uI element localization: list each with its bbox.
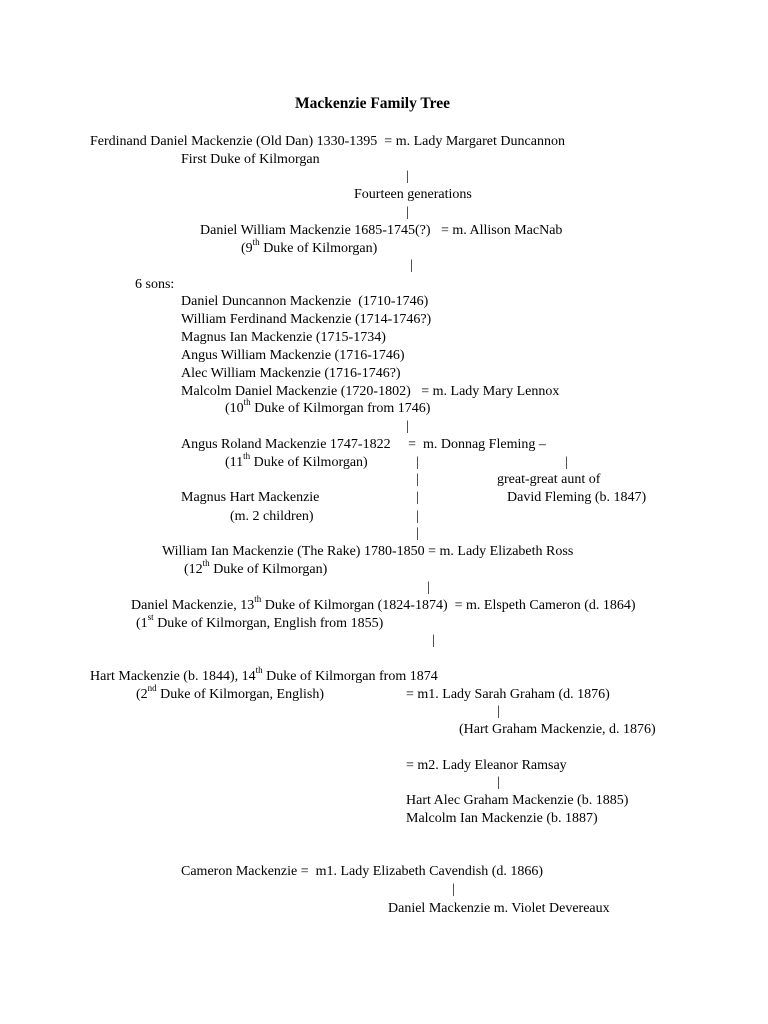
son-magnus-ian: Magnus Ian Mackenzie (1715-1734) <box>181 330 386 345</box>
son-angus-william: Angus William Mackenzie (1716-1746) <box>181 348 405 363</box>
tenth-duke-line: (10th Duke of Kilmorgan from 1746) <box>225 397 431 416</box>
eleventh-duke-line: (11th Duke of Kilmorgan) <box>225 451 368 470</box>
second-english-duke-line: (2nd Duke of Kilmorgan, English) <box>136 683 325 702</box>
angus-roland-line: Angus Roland Mackenzie 1747-1822 = m. Donnag Fleming – <box>181 437 546 452</box>
connector-bar: | <box>406 169 409 184</box>
son-alec-william: Alec William Mackenzie (1716-1746?) <box>181 366 401 381</box>
hart-alec-line: Hart Alec Graham Mackenzie (b. 1885) <box>406 793 629 808</box>
connector-bar: | <box>416 455 419 470</box>
connector-bar: | <box>432 633 435 648</box>
connector-bar: | <box>497 704 500 719</box>
old-dan-line: Ferdinand Daniel Mackenzie (Old Dan) 1330-1395 = m. Lady Margaret Duncannon <box>90 134 565 149</box>
daniel-thirteenth-line: Daniel Mackenzie, 13th Duke of Kilmorgan (1824-1874) = m. Elspeth Cameron (d. 1864) <box>131 594 636 613</box>
page-title: Mackenzie Family Tree <box>295 95 450 112</box>
connector-bar: | <box>452 882 455 897</box>
william-ian-line: William Ian Mackenzie (The Rake) 1780-1850 = m. Lady Elizabeth Ross <box>162 544 574 559</box>
connector-bar: | <box>416 509 419 524</box>
fourteen-generations-line: Fourteen generations <box>354 187 472 202</box>
first-duke-line: First Duke of Kilmorgan <box>181 152 320 167</box>
hart-graham-line: (Hart Graham Mackenzie, d. 1876) <box>459 722 656 737</box>
connector-bar: | <box>416 526 419 541</box>
first-english-duke-line: (1st Duke of Kilmorgan, English from 1855) <box>136 612 384 631</box>
two-children-line: (m. 2 children) <box>230 509 314 524</box>
magnus-hart-line: Magnus Hart Mackenzie <box>181 490 320 505</box>
connector-bar: | <box>427 580 430 595</box>
son-william-ferdinand: William Ferdinand Mackenzie (1714-1746?) <box>181 312 432 327</box>
six-sons-label: 6 sons: <box>135 277 175 292</box>
david-fleming-line: David Fleming (b. 1847) <box>507 490 647 505</box>
twelfth-duke-line: (12th Duke of Kilmorgan) <box>184 558 328 577</box>
hart-mackenzie-line: Hart Mackenzie (b. 1844), 14th Duke of Kilmorgan from 1874 <box>90 665 438 684</box>
malcolm-ian-line: Malcolm Ian Mackenzie (b. 1887) <box>406 811 598 826</box>
daniel-william-line: Daniel William Mackenzie 1685-1745(?) = m. Allison MacNab <box>200 223 563 238</box>
connector-bar: | <box>410 258 413 273</box>
son-daniel-duncannon: Daniel Duncannon Mackenzie (1710-1746) <box>181 294 429 309</box>
connector-bar: | <box>565 455 568 470</box>
connector-bar: | <box>416 472 419 487</box>
first-marriage-line: = m1. Lady Sarah Graham (d. 1876) <box>406 687 610 702</box>
cameron-mackenzie-line: Cameron Mackenzie = m1. Lady Elizabeth Cavendish (d. 1866) <box>181 864 544 879</box>
connector-bar: | <box>416 490 419 505</box>
second-marriage-line: = m2. Lady Eleanor Ramsay <box>406 758 567 773</box>
connector-bar: | <box>406 205 409 220</box>
ninth-duke-line: (9th Duke of Kilmorgan) <box>241 237 378 256</box>
connector-bar: | <box>497 775 500 790</box>
connector-bar: | <box>406 419 409 434</box>
daniel-violet-line: Daniel Mackenzie m. Violet Devereaux <box>388 901 610 916</box>
son-malcolm-daniel: Malcolm Daniel Mackenzie (1720-1802) = m. Lady Mary Lennox <box>181 384 560 399</box>
great-aunt-line: great-great aunt of <box>497 472 601 487</box>
